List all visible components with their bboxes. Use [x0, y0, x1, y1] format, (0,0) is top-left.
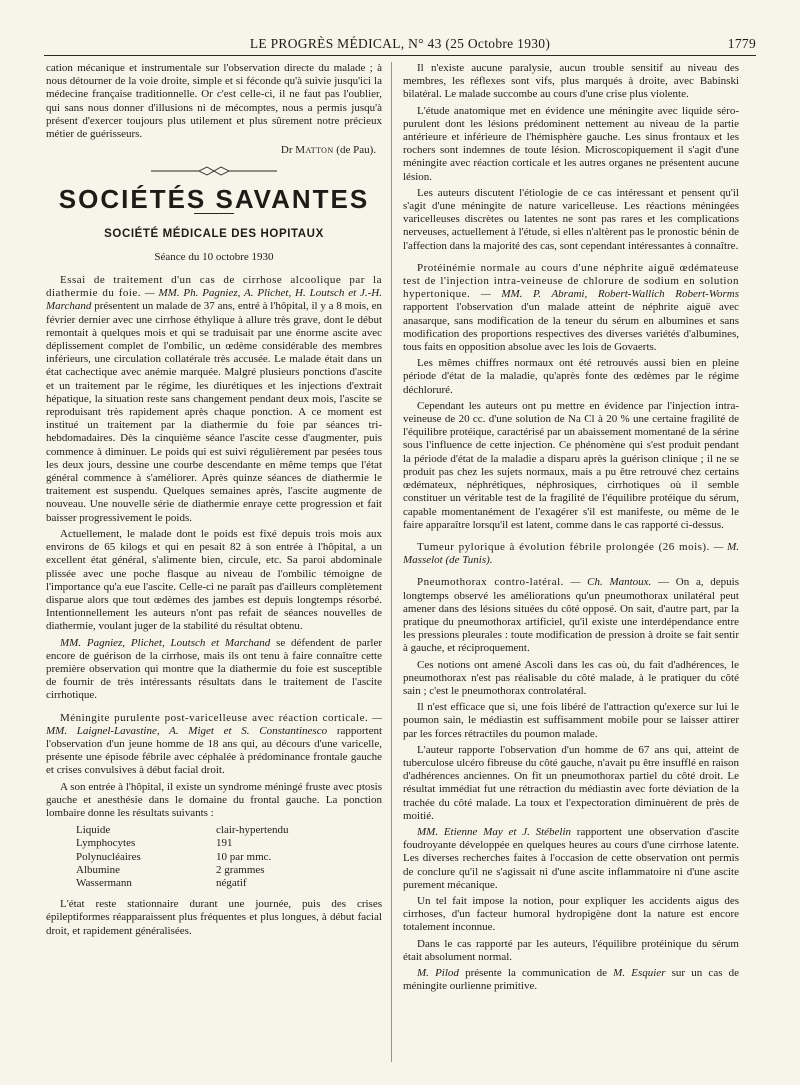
header-rule [44, 55, 756, 56]
article-authors: — M. Masselot (de Tunis). [403, 540, 739, 567]
left-column [46, 62, 382, 941]
paragraph: MM. Etienne May et J. Stébelin rapportent une observation d'ascite foudroyante développée en quelques heures au cours d'une cirrhose latente. Les diverses recherches faites à l'occasion de cette observation ont permis de conclure qu'il ne s'agissait ni d'une ascite inflammatoire ni d'une ascite purement mécanique. [403, 825, 739, 891]
paragraph: Il n'existe aucune paralysie, aucun trouble sensitif au niveau des membres, les réflexes sont vifs, plus marqués à droite, avec Babinski bilatéral. Le malade succombe au cours d'une crise plus violente. [403, 62, 739, 101]
article-authors: — MM. P. Abrami, Robert-Wallich Robert-Worms [480, 288, 740, 301]
table-row: Wassermann négatif [76, 876, 247, 889]
article-authors: — MM. Laignel-Lavastine, A. Miget et S. Constantinesco [46, 711, 382, 737]
article-proteinemie: Protéinémie normale au cours d'une néphrite aiguë œdémateuse test de l'injection intra-veineuse de chlorure de sodium en solution hypertonique. — MM. P. Abrami, Robert-Wallich Robert-Worms rapportent l'observation d'un malade atteint de néphrite aiguë avec anasarque, sans modification de la teneur du sérum en albumines et sans modification des proportions respectives des diverses variétés d'albumines, tous faits en opposition absolue avec les lois de Govaerts. [403, 261, 740, 354]
paragraph: Ces notions ont amené Ascoli dans les cas où, du fait d'adhérences, le pneumothorax n'est pas réalisable du côté malade, à le pratiquer du côté sain ; c'est le pneumothorax controlatéral. [403, 658, 739, 697]
article-meningite: Méningite purulente post-varicelleuse avec réaction corticale. — MM. Laignel-Lavastine, A. Miget et S. Constantinesco rapportent l'observation d'un jeune homme de 18 ans qui, au décours d'une varicelle, présente une épisode fébrile avec céphalée à prédominance frontale gauche et crises convulsives à début facial droit. [46, 711, 383, 777]
article-authors: — Ch. Mantoux. [570, 576, 652, 589]
paragraph: L'étude anatomique met en évidence une méningite avec liquide séro-purulent dont les lésions prédominent nettement au niveau de la partie antérieure et inférieure de l'hémisphère gauche. Les sinus frontaux et les rochers sont indemnes de toute lésion. Microscopiquement il s'agit d'une méningite avec réaction corticale et les autres organes ne présentent aucune lésion. [403, 104, 739, 183]
paragraph: Actuellement, le malade dont le poids est fixé depuis trois mois aux environs de 65 kilogs et qui en pesait 82 à son entrée à l'hôpital, a un excellent état général, s'alimente bien, circule, etc. Sa paroi abdominale plissée avec une poche flasque au niveau de l'ombilic témoigne de l'importance qu'a eue l'ascite. Celle-ci ne paraît pas d'ailleurs complètement disparue alors que tout œdèmes des jambes est depuis longtemps résorbé. Intentionnellement les auteurs n'ont pas refait de séances nouvelles de diathermie, voulant juger de la stabilité du résultat obtenu. [46, 527, 382, 633]
article-title: Méningite purulente post-varicelleuse avec réaction corticale. [60, 711, 369, 724]
paragraph: MM. Pagniez, Plichet, Loutsch et Marchand se défendent de parler encore de guérison de la cirrhose, mais ils ont tenu à faire connaître cette première observation qui montre que la diathermie du foie est susceptible de fournir de très intéressants résultats dans le traitement de l'ascite cirrhotique. [46, 636, 383, 702]
paragraph: Les auteurs discutent l'étiologie de ce cas intéressant et pensent qu'il s'agit d'une méningite de nature varicelleuse. Les réactions méningées varicelleuses discrètes ou latentes ne sont pas rares et les complications nerveuses, actuellement à l'étude, si elles n'altèrent pas le pronostic bénin de l'affection dans la majorité des cas, sont cependant intéressantes à connaître. [403, 186, 739, 252]
paragraph: Dans le cas rapporté par les auteurs, l'équilibre protéinique du sérum était absolument normal. [403, 937, 739, 963]
signature-name: Matton [295, 144, 334, 157]
running-header [44, 22, 756, 51]
paragraph: Cependant les auteurs ont pu mettre en évidence par l'injection intra-veineuse de 20 cc. d'une solution de Na Cl à 20 % une certaine fragilité de l'équilibre protéique, caractérisé par un abaissement momentané de la sérine sous l'influence de cette injection. Ce phénomène qui s'est produit pendant la période d'état de la maladie a disparu après la guérison clinique ; il ne se produit pas chez les sujets normaux, mais a pu être retrouvé chez certains œdémateux, néphrétiques, néphrosiques, cirrhotiques où il semble constituer un véritable test de la fragilité de l'équilibre protéique du sérum, capable momentanément de l'exagérer s'il est manifeste, ou même de le faire apparaître lorsqu'il est latent, comme dans le cas rapporté ci-dessus. [403, 399, 739, 531]
paragraph: Il n'est efficace que si, une fois libéré de l'attraction qu'exerce sur lui le poumon sain, le médiastin est suffisamment mobile pour se laisser attirer par les forces rétractiles du poumon malade. [403, 701, 739, 740]
article-tumeur [403, 541, 739, 567]
paragraph: M. Pilod présente la communication de M. Esquier sur un cas de méningite ourlienne primitive. [403, 967, 740, 993]
article-cirrhose: Essai de traitement d'un cas de cirrhose alcoolique par la diathermie du foie. — MM. Ph. Pagniez, A. Plichet, H. Loutsch et J.-H. Marchand présentent un malade de 37 ans, entré à l'hôpital, il y a 8 mois, en février dernier avec une cirrhose éthylique à allure très grave, dont le début remontait à quelques mois et qui se traduisait par une énorme ascite avec déplissement complet de l'ombilic, un œdème considérable des membres inférieurs, une circulation collatérale très accusée. Le malade était dans un état cachectique avec anémie marquée. Malgré plusieurs ponctions d'ascite et un traitement par le régime, les diurétiques et les injections d'extrait hépatique, la situation reste sans changement pendant deux mois, l'ascite se reproduisant très rapidement après chaque ponction. A ce moment est institué un traitement par la diathermie du foie par séances tri-hebdomadaires. Dès la cinquième séance l'ascite cesse d'augmenter, puis commence à diminuer. Le poids qui est suivi régulièrement par pesées tous les deux jours, dessine une courbe descendante en même temps que l'état général commence à s'améliorer. Après quinze séances de diathermie le traitement est suspendu. Quelques semaines après, l'ascite augmente de nouveau. Une nouvelle série de diathermie enraye cette progression et fait baisser progressivement le poids. [46, 274, 383, 524]
ornament-divider [149, 165, 279, 177]
table-row: Polynucléaires 10 par mmc. [76, 850, 272, 863]
article-title: Protéinémie normale au cours d'une néphrite aiguë œdémateuse test de l'injection intra-veineuse de chlorure de sodium en solution hypertonique. [403, 261, 739, 301]
paragraph: Un tel fait impose la notion, pour expliquer les accidents aigus des cirrhoses, d'un facteur humoral hydropigène dont la nature est encore totalement inconnue. [403, 894, 739, 934]
journal-title: LE PROGRÈS MÉDICAL, N° 43 (25 Octobre 1930) [249, 36, 551, 51]
article-title: Pneumothorax contro-latéral. [417, 576, 564, 589]
signature: Dr Matton (de Pau). [280, 144, 376, 157]
page-number: 1779 [727, 36, 756, 51]
intro-paragraph: cation mécanique et instrumentale sur l'observation directe du malade ; à nous détourner de la voie droite, simple et si féconde qu'à suivie jusqu'ici la médecine française traditionnelle. Or c'est celle-ci, il ne faut pas l'oublier, qui sans nous donner d'illusions ni de mécomptes, nous a permis jusqu'à présent d'exercer toujours plus utilement et plus sûrement notre précieux métier de guérisseurs. [46, 62, 382, 141]
table-row: Liquide clair-hypertendu [76, 824, 289, 837]
csf-results-table [76, 824, 382, 890]
table-row: Lymphocytes 191 [76, 837, 233, 850]
table-row: Albumine 2 grammes [76, 863, 265, 876]
article-authors: — MM. Ph. Pagniez, A. Plichet, H. Loutsch et J.-H. Marchand [46, 287, 383, 313]
paragraph: A son entrée à l'hôpital, il existe un syndrome méningé fruste avec ptosis gauche et anesthésie dans le domaine du frontal gauche. La ponction lombaire donne les résultats suivants : [46, 780, 382, 819]
society-title: SOCIÉTÉ MÉDICALE DES HOPITAUX [104, 227, 324, 240]
paragraph: L'auteur rapporte l'observation d'un homme de 67 ans qui, atteint de tuberculose ulcéro fibreuse du côté gauche, n'avait pu être insufflé en raison d'adhérences anciennes. On fit un pneumothorax partiel du côté droit. Le résultat immédiat fut une rétraction du médiastin avec forte déviation de la trachée du côté malade. La toux et l'expectoration diminuèrent de près de moitié. [403, 743, 739, 822]
article-title: Essai de traitement d'un cas de cirrhose alcoolique par la diathermie du foie. [46, 274, 382, 300]
paragraph: L'état reste stationnaire durant une journée, puis des crises épileptiformes réapparaissent plus fréquentes et plus longues, à début facial droit, et rapidement généralisées. [46, 898, 382, 937]
column-divider [391, 62, 392, 1062]
article-pneumothorax: Pneumothorax contro-latéral. — Ch. Mantoux. — On a, depuis longtemps observé les améliorations qu'un pneumothorax unilatéral peut amener dans des lésions situées du côté opposé. On sait, d'autre part, par la pratique du pneumothorax artificiel, qu'il existe une interdépendance entre les pressions pleurales : toute modification de pression à droite se fait sentir à gauche, et réciproquement. [403, 576, 740, 655]
right-column [403, 62, 739, 996]
article-title: Tumeur pylorique à évolution fébrile prolongée (26 mois). [417, 540, 710, 553]
section-title: SOCIÉTÉS SAVANTES [58, 184, 370, 215]
paragraph: Les mêmes chiffres normaux ont été retrouvés aussi bien en pleine période d'état de la maladie, qu'après fonte des œdèmes par le régime déchloruré. [403, 357, 739, 396]
session-date: Séance du 10 octobre 1930 [154, 250, 274, 263]
